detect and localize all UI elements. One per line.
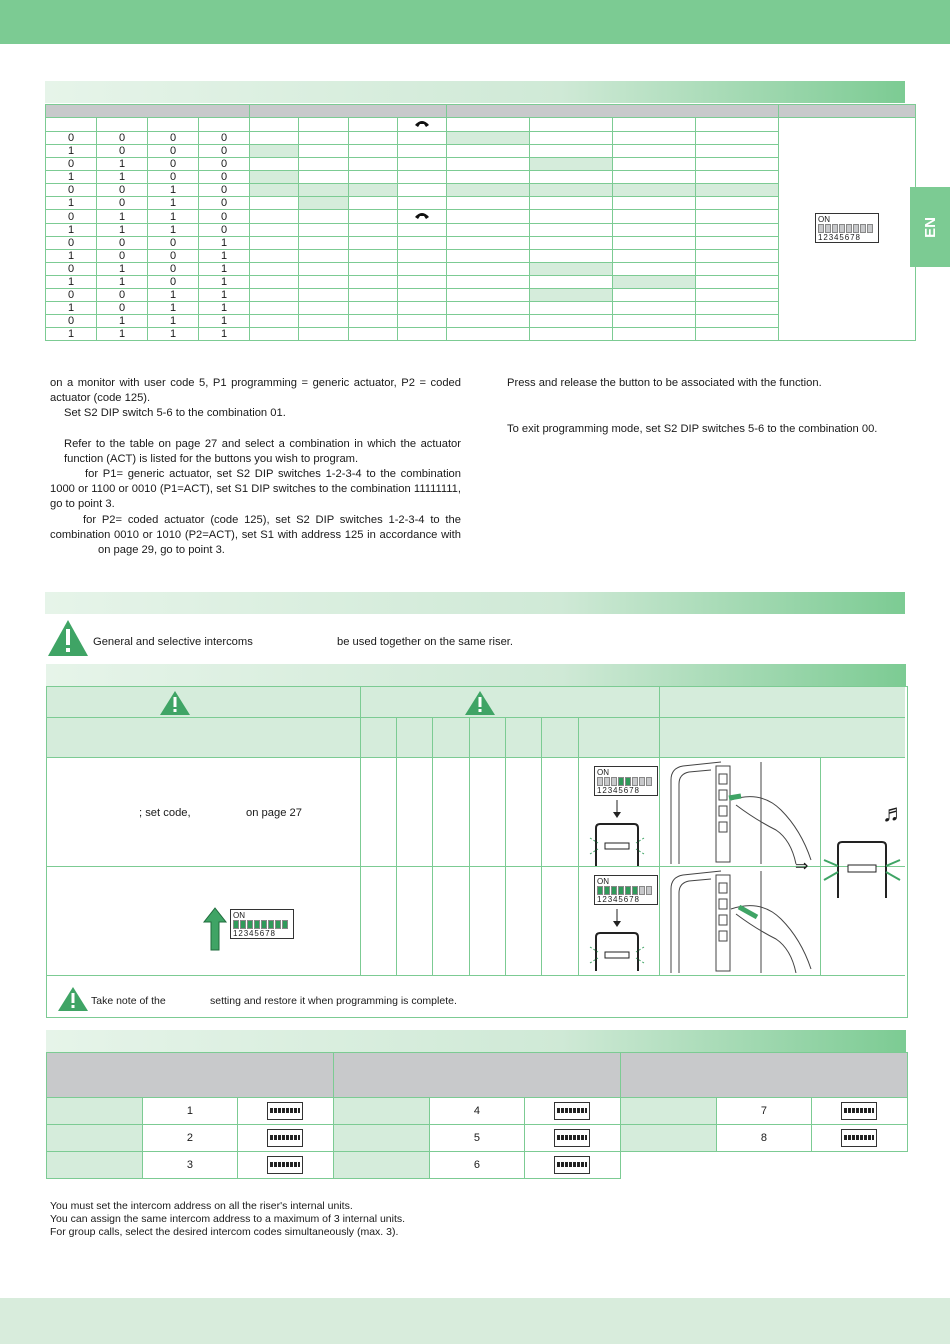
- intercom-code: 2: [143, 1125, 237, 1152]
- instruction-p1: for P1= generic actuator, set S2 DIP switches 1-2-3-4 to the combination 1000 or 1100 or 0010 (P1=ACT), set S1 DIP switches to the combination 11111111, go to point 3.: [50, 468, 461, 511]
- table-cell: 1: [97, 158, 148, 171]
- dip-switch-s1: ON 12345678: [815, 213, 879, 243]
- dip-switch-mini: [267, 1129, 303, 1147]
- table-cell: 0: [97, 197, 148, 210]
- table-cell: 0: [97, 289, 148, 302]
- table-cell: 0: [46, 210, 97, 224]
- table-cell: 1: [199, 289, 250, 302]
- table-cell: 0: [199, 171, 250, 184]
- handset-icon: [413, 118, 431, 128]
- instruction-exit: To exit programming mode, set S2 DIP switches 5-6 to the combination 00.: [507, 423, 878, 436]
- table-cell: 1: [97, 315, 148, 328]
- table-cell: 1: [199, 315, 250, 328]
- table-cell: 0: [46, 158, 97, 171]
- intercom-code: 7: [717, 1098, 811, 1125]
- table-cell: 1: [46, 276, 97, 289]
- table-cell: 1: [46, 224, 97, 237]
- table-cell: 1: [148, 315, 199, 328]
- table-cell: 1: [97, 263, 148, 276]
- programming-instructions-right: [507, 376, 907, 437]
- intercom-code: 3: [143, 1152, 237, 1179]
- table-cell: 0: [199, 184, 250, 197]
- intercom-code: 6: [430, 1152, 524, 1179]
- table-cell: 1: [97, 328, 148, 341]
- warning-icon: [57, 986, 89, 1012]
- table-cell: 0: [148, 171, 199, 184]
- warning-icon: [464, 690, 496, 716]
- prog-row1-text-a: ; set code,: [139, 807, 191, 819]
- instruction-step-3: Press and release the button to be associated with the function.: [507, 377, 822, 389]
- dip-switch-mini: [841, 1102, 877, 1120]
- table-cell: 1: [97, 276, 148, 289]
- warning-icon: [46, 618, 90, 658]
- table-cell: 1: [148, 328, 199, 341]
- table-cell: 1: [46, 197, 97, 210]
- address-grid: [46, 1052, 908, 1179]
- table-cell: 1: [97, 210, 148, 224]
- led-on-icon: [822, 838, 902, 898]
- led-blink-icon: [586, 800, 648, 866]
- intercom-code: 8: [717, 1125, 811, 1152]
- handset-icon: [413, 210, 431, 220]
- footer-note: You can assign the same intercom address to a maximum of 3 internal units.: [50, 1213, 406, 1225]
- table-cell: 0: [97, 237, 148, 250]
- table-cell: 1: [97, 224, 148, 237]
- table-cell: 0: [199, 210, 250, 224]
- section-header-bar: [45, 81, 905, 103]
- dip-switch-mini: [554, 1129, 590, 1147]
- music-note-icon: ♬: [882, 800, 906, 827]
- instruction-p2: for P2= coded actuator (code 125), set S2 DIP switches 1-2-3-4 to the combination 0010 or 1010 (P2=ACT), set S1 with address 125 in accordance withon page 29, go to point 3.: [50, 513, 461, 557]
- intercom-code: 4: [430, 1098, 524, 1125]
- table-cell: 0: [46, 315, 97, 328]
- table-cell: 0: [148, 250, 199, 263]
- table-cell: 0: [46, 184, 97, 197]
- table-cell: 1: [148, 184, 199, 197]
- table-cell: 0: [199, 158, 250, 171]
- table-cell: 1: [148, 210, 199, 224]
- intercom-code: 5: [430, 1125, 524, 1152]
- arrow-right-icon: ⇒: [795, 858, 809, 875]
- table-cell: 0: [46, 289, 97, 302]
- dip-switch-mini: [267, 1102, 303, 1120]
- table-cell: 1: [97, 171, 148, 184]
- table-cell: 0: [199, 132, 250, 145]
- instruction-step-2: Refer to the table on page 27 and select a combination in which the actuator function (ACT) is listed for the buttons you wish to program.: [64, 437, 461, 465]
- arrow-up-icon: [202, 906, 228, 952]
- table-cell: 1: [199, 250, 250, 263]
- table-cell: 1: [46, 171, 97, 184]
- table-cell: 0: [148, 132, 199, 145]
- table-cell: 0: [97, 132, 148, 145]
- dip-switch-exit: ON 12345678: [594, 875, 658, 905]
- monitor-press-illustration: [661, 869, 819, 973]
- table-cell: 1: [199, 276, 250, 289]
- table-cell: 0: [199, 224, 250, 237]
- note-text-a: Take note of the: [91, 995, 166, 1007]
- table-cell: 1: [46, 145, 97, 158]
- table-row: [47, 1098, 908, 1125]
- table-cell: 1: [46, 250, 97, 263]
- dip-switch-prog: ON 12345678: [594, 766, 658, 796]
- table-cell: 0: [148, 145, 199, 158]
- table-cell: 1: [46, 302, 97, 315]
- language-tab[interactable]: EN: [910, 187, 950, 267]
- dip-switch-mini: [554, 1156, 590, 1174]
- table-cell: 0: [97, 250, 148, 263]
- instruction-intro: on a monitor with user code 5, P1 programming = generic actuator, P2 = coded actuator (code 125).: [50, 377, 461, 405]
- top-header-bar: [0, 0, 950, 44]
- table-cell: 0: [199, 197, 250, 210]
- table-cell: 0: [148, 158, 199, 171]
- monitor-press-illustration: [661, 760, 819, 864]
- footer-note: For group calls, select the desired intercom codes simultaneously (max. 3).: [50, 1226, 399, 1238]
- footer-notes: [50, 1200, 550, 1239]
- dip-switch-mini: [554, 1102, 590, 1120]
- table-cell: 0: [97, 302, 148, 315]
- programming-section-bar: [46, 664, 906, 686]
- footer-note: You must set the intercom address on all the riser's internal units.: [50, 1200, 353, 1212]
- dip-switch-mini: [841, 1129, 877, 1147]
- table-cell: 0: [46, 237, 97, 250]
- table-cell: 0: [46, 263, 97, 276]
- table-cell: 0: [199, 145, 250, 158]
- programming-instructions: [50, 376, 461, 558]
- table-cell: 0: [97, 145, 148, 158]
- note-text-b: setting and restore it when programming is complete.: [210, 995, 457, 1007]
- table-cell: 1: [46, 328, 97, 341]
- table-cell: 1: [199, 302, 250, 315]
- dip-table: [45, 104, 916, 341]
- warning-icon: [159, 690, 191, 716]
- table-row: [47, 1152, 908, 1179]
- table-cell: 0: [97, 184, 148, 197]
- table-cell: 1: [148, 224, 199, 237]
- bottom-footer-bar: [0, 1298, 950, 1344]
- dip-switch-mini: [267, 1156, 303, 1174]
- table-cell: 0: [148, 276, 199, 289]
- led-blink-icon: [586, 909, 648, 971]
- address-section-bar: [46, 1030, 906, 1052]
- table-row: [47, 1125, 908, 1152]
- dip-switch-s2: ON 12345678: [230, 909, 294, 939]
- table-cell: 1: [199, 328, 250, 341]
- table-cell: 1: [148, 289, 199, 302]
- prog-row1-text-b: on page 27: [246, 807, 302, 819]
- intercom-code: 1: [143, 1098, 237, 1125]
- table-cell: 0: [46, 132, 97, 145]
- intercom-warning-a: General and selective intercoms: [93, 636, 253, 648]
- table-cell: 0: [148, 237, 199, 250]
- intercom-section-bar: [45, 592, 905, 614]
- intercom-warning-b: be used together on the same riser.: [337, 636, 514, 648]
- table-cell: 1: [148, 302, 199, 315]
- table-cell: 0: [148, 263, 199, 276]
- instruction-step-1: Set S2 DIP switch 5-6 to the combination 01.: [64, 407, 286, 420]
- table-cell: 1: [148, 197, 199, 210]
- table-cell: 1: [199, 237, 250, 250]
- table-cell: 1: [199, 263, 250, 276]
